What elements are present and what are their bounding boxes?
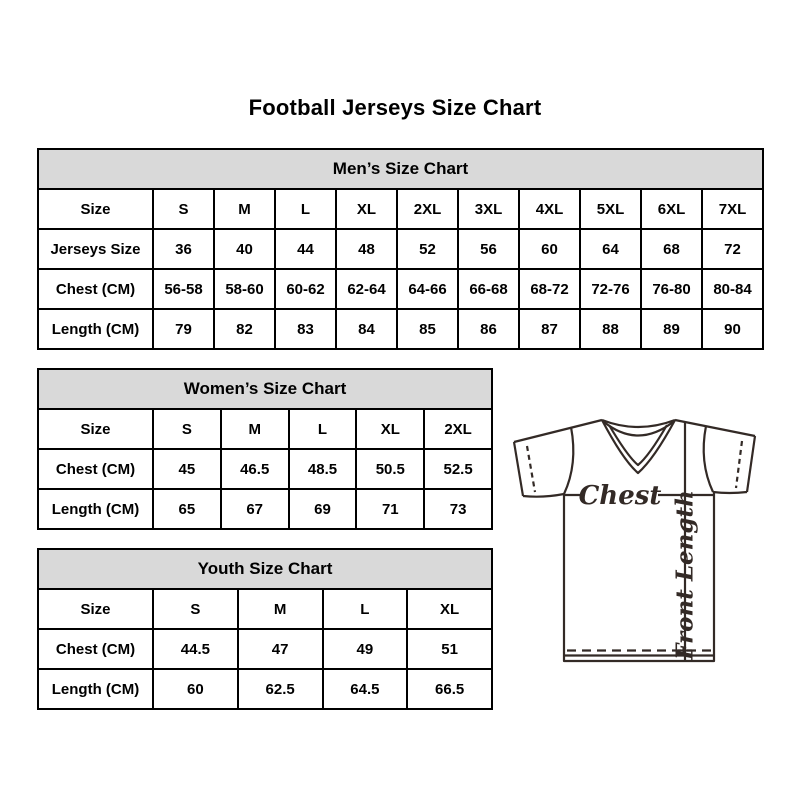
size-value-cell: 72-76 — [580, 269, 641, 309]
row-header-cell: Size — [38, 409, 153, 449]
size-value-cell: 5XL — [580, 189, 641, 229]
size-value-cell: L — [289, 409, 357, 449]
size-value-cell: 64-66 — [397, 269, 458, 309]
size-value-cell: 72 — [702, 229, 763, 269]
table-row — [38, 229, 763, 269]
size-value-cell: XL — [336, 189, 397, 229]
jersey-measurement-diagram — [506, 412, 762, 672]
row-header-cell: Chest (CM) — [38, 269, 153, 309]
size-value-cell: L — [323, 589, 408, 629]
table-row — [38, 269, 763, 309]
size-value-cell: 86 — [458, 309, 519, 349]
row-header-cell: Length (CM) — [38, 489, 153, 529]
size-value-cell: 88 — [580, 309, 641, 349]
size-value-cell: 60-62 — [275, 269, 336, 309]
table-row — [38, 409, 492, 449]
womens-table-head — [38, 369, 492, 409]
size-value-cell: 85 — [397, 309, 458, 349]
size-value-cell: 76-80 — [641, 269, 702, 309]
size-value-cell: 3XL — [458, 189, 519, 229]
row-header-cell: Chest (CM) — [38, 629, 153, 669]
size-value-cell: 49 — [323, 629, 408, 669]
right-sleeve-hem — [713, 492, 747, 493]
size-value-cell: XL — [356, 409, 424, 449]
womens-table-body — [38, 409, 492, 529]
table-row — [38, 669, 492, 709]
size-value-cell: 60 — [153, 669, 238, 709]
row-header-cell: Chest (CM) — [38, 449, 153, 489]
left-cuff-dashed-line — [527, 446, 535, 492]
size-value-cell: 62-64 — [336, 269, 397, 309]
size-value-cell: 58-60 — [214, 269, 275, 309]
front-length-label: Front Length — [671, 490, 699, 660]
table-row — [38, 449, 492, 489]
size-value-cell: 52.5 — [424, 449, 492, 489]
size-value-cell: 44.5 — [153, 629, 238, 669]
size-value-cell: 51 — [407, 629, 492, 669]
table-row — [38, 629, 492, 669]
size-value-cell: 4XL — [519, 189, 580, 229]
row-header-cell: Jerseys Size — [38, 229, 153, 269]
table-title-row — [38, 369, 492, 409]
size-value-cell: 90 — [702, 309, 763, 349]
mens-table-head — [38, 149, 763, 189]
row-header-cell: Length (CM) — [38, 669, 153, 709]
page-title: Football Jerseys Size Chart — [248, 95, 542, 120]
size-value-cell: M — [238, 589, 323, 629]
jersey-outline-icon — [506, 412, 762, 672]
size-value-cell: 65 — [153, 489, 221, 529]
left-sleeve-hem — [523, 494, 564, 497]
size-value-cell: 56 — [458, 229, 519, 269]
size-value-cell: 68-72 — [519, 269, 580, 309]
size-value-cell: 66.5 — [407, 669, 492, 709]
chest-label: Chest — [578, 481, 662, 511]
right-sleeve-seam — [704, 426, 713, 492]
row-header-cell: Size — [38, 189, 153, 229]
left-cuff-edge — [514, 442, 523, 496]
row-header-cell: Length (CM) — [38, 309, 153, 349]
size-value-cell: 2XL — [397, 189, 458, 229]
size-value-cell: M — [214, 189, 275, 229]
size-value-cell: 82 — [214, 309, 275, 349]
size-value-cell: 2XL — [424, 409, 492, 449]
table-row — [38, 489, 492, 529]
youth-size-table — [37, 548, 493, 710]
size-value-cell: 46.5 — [221, 449, 289, 489]
size-value-cell: 48 — [336, 229, 397, 269]
size-value-cell: 66-68 — [458, 269, 519, 309]
mens-size-table — [37, 148, 764, 350]
size-value-cell: 64 — [580, 229, 641, 269]
size-value-cell: 68 — [641, 229, 702, 269]
right-shoulder-line — [675, 420, 755, 436]
collar-top-arc — [602, 420, 675, 427]
table-title-row — [38, 549, 492, 589]
table-title-row — [38, 149, 763, 189]
left-shoulder-line — [514, 420, 602, 442]
size-value-cell: 52 — [397, 229, 458, 269]
size-value-cell: S — [153, 409, 221, 449]
size-value-cell: 83 — [275, 309, 336, 349]
mens-table-body — [38, 189, 763, 349]
mens-table-title: Men’s Size Chart — [38, 149, 763, 189]
size-value-cell: 7XL — [702, 189, 763, 229]
size-value-cell: 71 — [356, 489, 424, 529]
size-value-cell: L — [275, 189, 336, 229]
table-row — [38, 589, 492, 629]
size-value-cell: 50.5 — [356, 449, 424, 489]
size-value-cell: 45 — [153, 449, 221, 489]
womens-table-title: Women’s Size Chart — [38, 369, 492, 409]
size-value-cell: 73 — [424, 489, 492, 529]
size-value-cell: 80-84 — [702, 269, 763, 309]
size-value-cell: M — [221, 409, 289, 449]
size-value-cell: XL — [407, 589, 492, 629]
size-value-cell: 6XL — [641, 189, 702, 229]
size-value-cell: 64.5 — [323, 669, 408, 709]
right-cuff-edge — [747, 436, 755, 492]
size-value-cell: 56-58 — [153, 269, 214, 309]
youth-table-head — [38, 549, 492, 589]
table-row — [38, 309, 763, 349]
youth-table-body — [38, 589, 492, 709]
right-cuff-dashed-line — [736, 441, 742, 488]
size-value-cell: 89 — [641, 309, 702, 349]
size-value-cell: 44 — [275, 229, 336, 269]
size-value-cell: 69 — [289, 489, 357, 529]
size-value-cell: 79 — [153, 309, 214, 349]
size-value-cell: 36 — [153, 229, 214, 269]
size-value-cell: 67 — [221, 489, 289, 529]
size-value-cell: S — [153, 189, 214, 229]
size-value-cell: 40 — [214, 229, 275, 269]
youth-table-title: Youth Size Chart — [38, 549, 492, 589]
size-value-cell: 84 — [336, 309, 397, 349]
size-value-cell: 87 — [519, 309, 580, 349]
size-value-cell: 62.5 — [238, 669, 323, 709]
size-value-cell: 60 — [519, 229, 580, 269]
size-value-cell: 47 — [238, 629, 323, 669]
size-value-cell: S — [153, 589, 238, 629]
left-sleeve-seam — [564, 427, 573, 494]
row-header-cell: Size — [38, 589, 153, 629]
table-row — [38, 189, 763, 229]
womens-size-table — [37, 368, 493, 530]
size-value-cell: 48.5 — [289, 449, 357, 489]
